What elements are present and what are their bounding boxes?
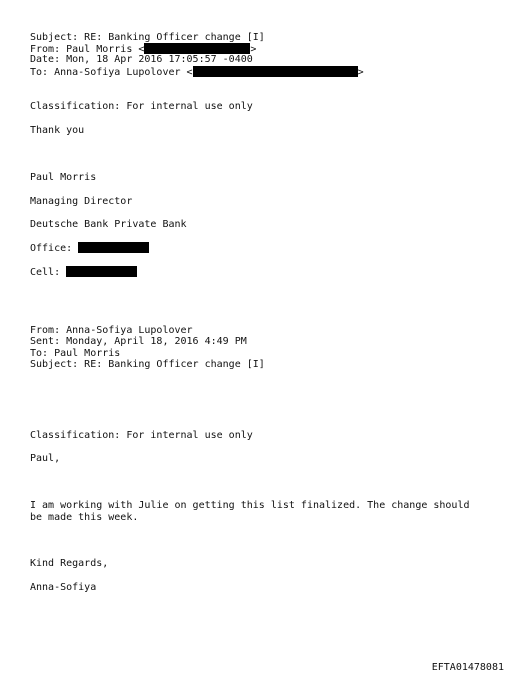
email-to-label: To: Anna-Sofiya Lupolover < <box>30 67 193 78</box>
original-subject: Subject: RE: Banking Officer change [I] <box>30 359 265 370</box>
original-to: To: Paul Morris <box>30 348 121 359</box>
redacted-email-block <box>144 43 250 54</box>
email-subject: Subject: RE: Banking Officer change [I] <box>30 32 265 43</box>
signature-title: Managing Director <box>30 196 133 207</box>
email-date: Date: Mon, 18 Apr 2016 17:05:57 -0400 <box>30 54 253 65</box>
cell-label: Cell: <box>30 267 61 278</box>
original-sender: Anna-Sofiya <box>30 582 97 593</box>
signature-office <box>30 242 149 255</box>
original-closing: Kind Regards, <box>30 558 109 569</box>
reply-classification: Classification: For internal use only <box>30 101 253 112</box>
original-classification: Classification: For internal use only <box>30 430 253 441</box>
signature-cell <box>30 266 137 279</box>
email-to <box>30 66 364 79</box>
email-from-close: > <box>250 44 257 55</box>
redacted-phone-block <box>78 242 149 253</box>
redacted-email-block <box>193 66 358 77</box>
document-id: EFTA01478081 <box>431 662 504 673</box>
signature-company: Deutsche Bank Private Bank <box>30 219 187 230</box>
email-from-label: From: Paul Morris < <box>30 44 145 55</box>
original-from: From: Anna-Sofiya Lupolover <box>30 325 193 336</box>
reply-body: Thank you <box>30 125 85 136</box>
redacted-phone-block <box>66 266 137 277</box>
email-to-close: > <box>357 67 364 78</box>
office-label: Office: <box>30 243 73 254</box>
signature-name: Paul Morris <box>30 172 97 183</box>
original-body: I am working with Julie on getting this list finalized. The change should be made this week. <box>30 500 470 523</box>
original-sent: Sent: Monday, April 18, 2016 4:49 PM <box>30 336 247 347</box>
original-greeting: Paul, <box>30 453 61 464</box>
